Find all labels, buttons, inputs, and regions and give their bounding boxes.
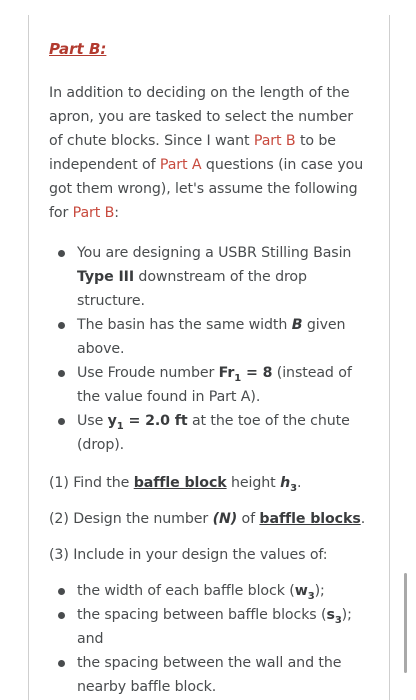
bullet-dot (58, 660, 65, 667)
design-item-wall-spacing (49, 651, 369, 699)
content-card (28, 15, 390, 700)
assumption-text: downstream of the drop structure. (77, 269, 307, 309)
assumption-text: Use Froude number (77, 365, 219, 381)
design-text: ); (314, 583, 325, 599)
baffle-block-term: baffle block (133, 475, 227, 491)
depth-subscript: 1 (116, 420, 124, 432)
question-1 (49, 471, 369, 495)
bullet-dot (58, 612, 65, 619)
question-3 (49, 543, 369, 567)
design-text: the spacing between baffle blocks ( (77, 607, 327, 623)
question-text: of (237, 511, 260, 527)
question-text: . (360, 511, 366, 527)
part-b-ref-2: Part B (72, 205, 115, 221)
bullet-dot (58, 370, 65, 377)
question-text: . (296, 475, 302, 491)
assumption-basin-type (49, 241, 369, 313)
intro-text-1: In addition to deciding on the length of the apron, you are tasked to select the number of chute blocks. Since I want (49, 85, 353, 149)
question-text: (2) Design the number (49, 511, 213, 527)
depth-value: = 2.0 ft (123, 413, 188, 429)
assumption-text: at the toe of the chute (drop). (77, 413, 350, 453)
height-variable: h (280, 475, 291, 491)
assumption-text: Use (77, 413, 108, 429)
design-text: ); and (77, 607, 352, 647)
bullet-dot (58, 418, 65, 425)
part-a-ref: Part A (159, 157, 202, 173)
intro-text-4: : (114, 205, 119, 221)
assumption-text: (instead of the value found in Part A). (77, 365, 352, 405)
depth-variable: y (107, 413, 117, 429)
basin-type: Type III (77, 269, 134, 285)
count-variable: (N) (212, 511, 238, 527)
width-variable: B (291, 317, 303, 333)
bullet-dot (58, 588, 65, 595)
scrollbar-thumb[interactable] (404, 573, 407, 673)
assumption-text: The basin has the same width (77, 317, 292, 333)
froude-value: = 8 (241, 365, 273, 381)
design-text: the spacing between the wall and the nearby baffle block. (77, 655, 342, 695)
part-b-ref-1: Part B (253, 133, 296, 149)
design-text: the width of each baffle block ( (77, 583, 295, 599)
assumption-text: You are designing a USBR Stilling Basin (77, 245, 352, 261)
design-item-spacing (49, 603, 369, 651)
assumptions-list (49, 241, 369, 457)
section-heading: Part B: (49, 40, 107, 58)
content-body (49, 39, 369, 699)
spacing-subscript: 3 (334, 614, 342, 626)
froude-variable: Fr (218, 365, 235, 381)
assumption-text: given above. (77, 317, 346, 357)
width-var: w (294, 583, 308, 599)
intro-text-3: questions (in case you got them wrong), let's assume the following for (49, 157, 364, 221)
height-subscript: 3 (290, 482, 297, 494)
question-2 (49, 507, 369, 531)
baffle-blocks-term: baffle blocks (259, 511, 361, 527)
spacing-var: s (326, 607, 335, 623)
design-values-list (49, 579, 369, 699)
width-subscript: 3 (307, 590, 315, 602)
assumption-depth (49, 409, 369, 457)
bullet-dot (58, 322, 65, 329)
intro-paragraph (49, 81, 369, 225)
froude-subscript: 1 (234, 372, 242, 384)
assumption-width (49, 313, 369, 361)
assumption-froude (49, 361, 369, 409)
question-text: height (226, 475, 281, 491)
question-text: (1) Find the (49, 475, 134, 491)
design-item-width (49, 579, 369, 603)
intro-text-2: to be independent of (49, 133, 336, 173)
bullet-dot (58, 250, 65, 257)
question-text: (3) Include in your design the values of: (49, 547, 328, 563)
